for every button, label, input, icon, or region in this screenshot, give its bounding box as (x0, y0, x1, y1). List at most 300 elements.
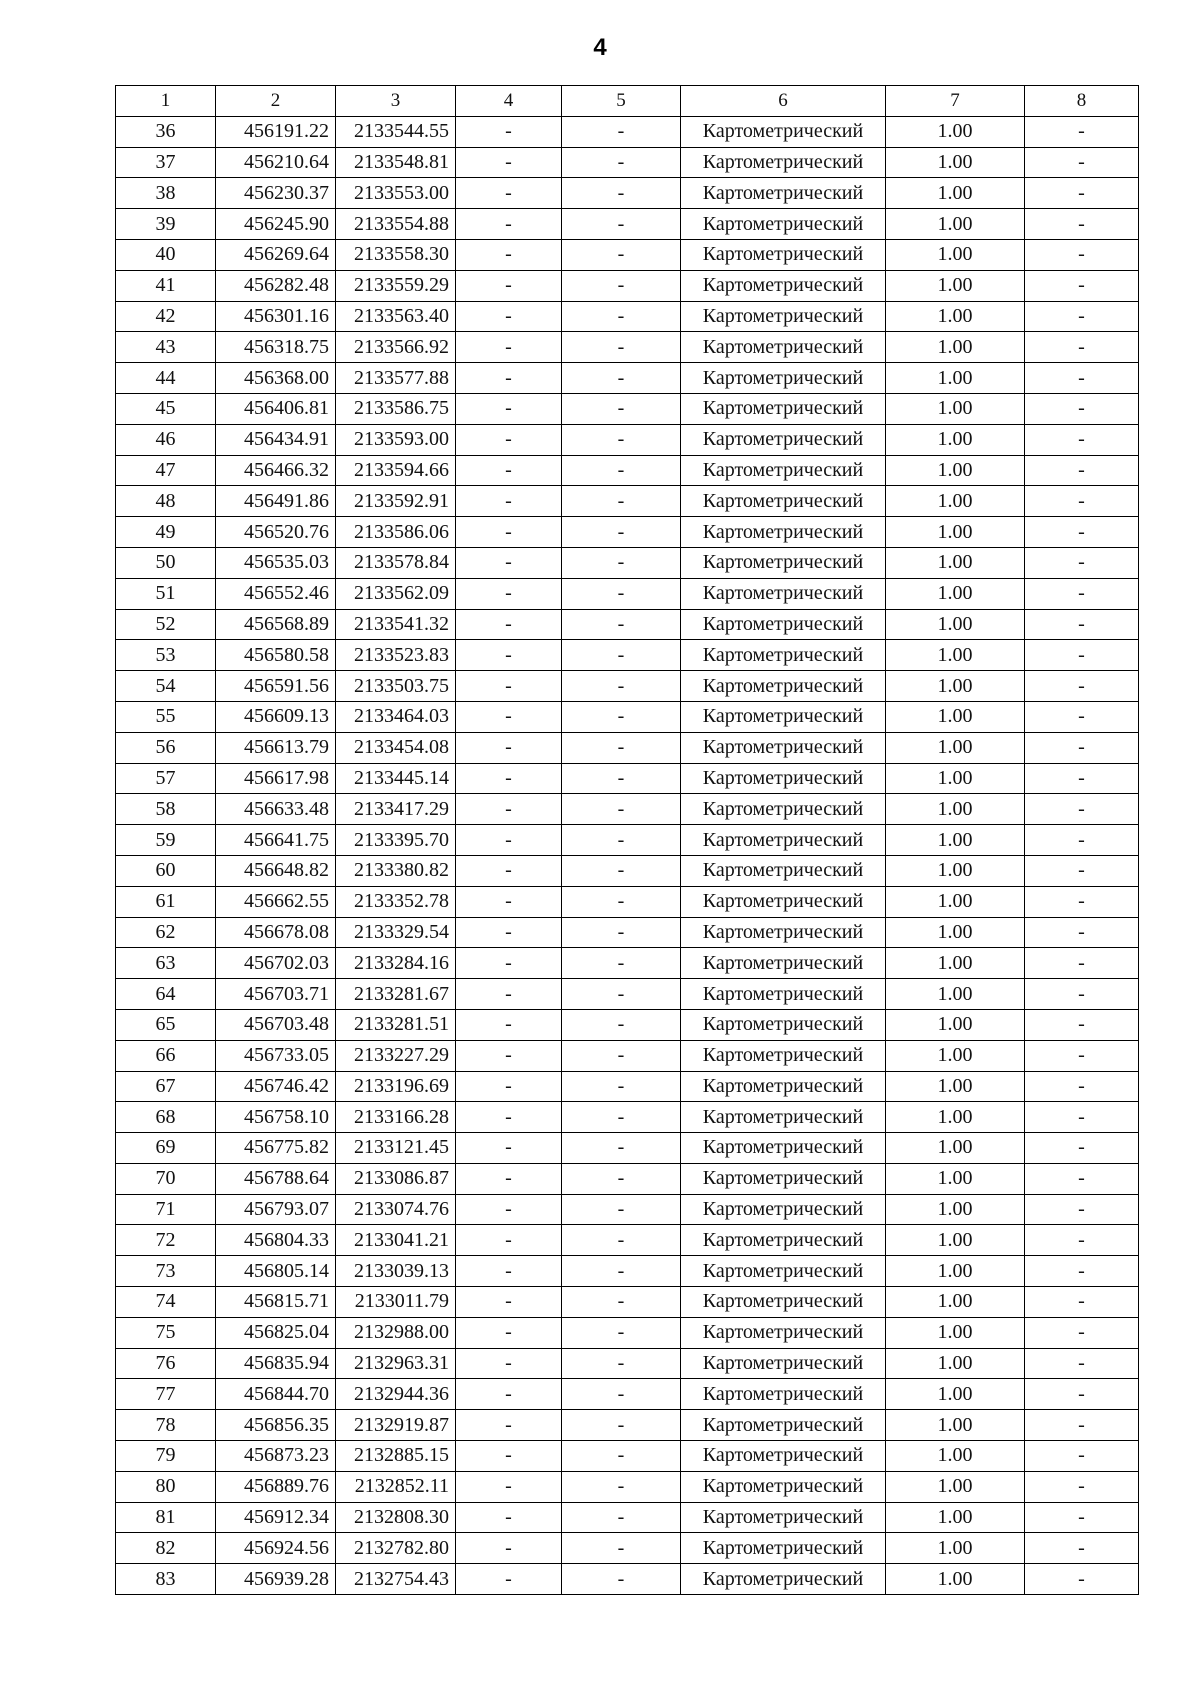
y-coordinate-cell: 2133541.32 (336, 609, 456, 640)
point-number-cell: 42 (116, 301, 216, 332)
method-cell: Картометрический (681, 455, 886, 486)
y-coordinate-cell: 2133284.16 (336, 948, 456, 979)
col-4-value-cell: - (456, 825, 562, 856)
point-number-cell: 74 (116, 1287, 216, 1318)
method-cell: Картометрический (681, 1564, 886, 1595)
accuracy-cell: 1.00 (886, 763, 1025, 794)
x-coordinate-cell: 456491.86 (216, 486, 336, 517)
method-cell: Картометрический (681, 794, 886, 825)
y-coordinate-cell: 2133544.55 (336, 116, 456, 147)
col-8-value-cell: - (1025, 825, 1139, 856)
accuracy-cell: 1.00 (886, 1502, 1025, 1533)
accuracy-cell: 1.00 (886, 640, 1025, 671)
accuracy-cell: 1.00 (886, 1194, 1025, 1225)
col-5-value-cell: - (562, 486, 681, 517)
method-cell: Картометрический (681, 1471, 886, 1502)
y-coordinate-cell: 2133594.66 (336, 455, 456, 486)
col-8-value-cell: - (1025, 979, 1139, 1010)
x-coordinate-cell: 456703.48 (216, 1009, 336, 1040)
accuracy-cell: 1.00 (886, 1256, 1025, 1287)
x-coordinate-cell: 456678.08 (216, 917, 336, 948)
point-number-cell: 38 (116, 178, 216, 209)
col-4-value-cell: - (456, 1287, 562, 1318)
col-5-value-cell: - (562, 609, 681, 640)
method-cell: Картометрический (681, 517, 886, 548)
point-number-cell: 39 (116, 209, 216, 240)
table-body (116, 116, 1139, 1594)
accuracy-cell: 1.00 (886, 116, 1025, 147)
point-number-cell: 71 (116, 1194, 216, 1225)
col-4-value-cell: - (456, 1256, 562, 1287)
col-8-value-cell: - (1025, 1317, 1139, 1348)
method-cell: Картометрический (681, 1256, 886, 1287)
y-coordinate-cell: 2133464.03 (336, 701, 456, 732)
x-coordinate-cell: 456282.48 (216, 270, 336, 301)
accuracy-cell: 1.00 (886, 363, 1025, 394)
accuracy-cell: 1.00 (886, 578, 1025, 609)
point-number-cell: 43 (116, 332, 216, 363)
method-cell: Картометрический (681, 948, 886, 979)
x-coordinate-cell: 456641.75 (216, 825, 336, 856)
x-coordinate-cell: 456939.28 (216, 1564, 336, 1595)
accuracy-cell: 1.00 (886, 609, 1025, 640)
table-row (116, 578, 1139, 609)
accuracy-cell: 1.00 (886, 1471, 1025, 1502)
col-8-value-cell: - (1025, 1564, 1139, 1595)
col-4-value-cell: - (456, 763, 562, 794)
x-coordinate-cell: 456230.37 (216, 178, 336, 209)
accuracy-cell: 1.00 (886, 1564, 1025, 1595)
col-5-value-cell: - (562, 424, 681, 455)
col-5-value-cell: - (562, 1379, 681, 1410)
col-4-value-cell: - (456, 116, 562, 147)
point-number-cell: 55 (116, 701, 216, 732)
accuracy-cell: 1.00 (886, 147, 1025, 178)
table-row (116, 732, 1139, 763)
accuracy-cell: 1.00 (886, 886, 1025, 917)
method-cell: Картометрический (681, 825, 886, 856)
col-8-value-cell: - (1025, 547, 1139, 578)
point-number-cell: 57 (116, 763, 216, 794)
col-8-value-cell: - (1025, 1102, 1139, 1133)
table-row (116, 393, 1139, 424)
table-row (116, 917, 1139, 948)
accuracy-cell: 1.00 (886, 209, 1025, 240)
x-coordinate-cell: 456856.35 (216, 1410, 336, 1441)
col-8-value-cell: - (1025, 1348, 1139, 1379)
col-5-value-cell: - (562, 1410, 681, 1441)
x-coordinate-cell: 456733.05 (216, 1040, 336, 1071)
y-coordinate-cell: 2133562.09 (336, 578, 456, 609)
method-cell: Картометрический (681, 116, 886, 147)
point-number-cell: 80 (116, 1471, 216, 1502)
x-coordinate-cell: 456805.14 (216, 1256, 336, 1287)
table-row (116, 886, 1139, 917)
col-8-value-cell: - (1025, 424, 1139, 455)
col-8-value-cell: - (1025, 301, 1139, 332)
table-row (116, 517, 1139, 548)
table-row (116, 794, 1139, 825)
point-number-cell: 77 (116, 1379, 216, 1410)
table-row (116, 948, 1139, 979)
y-coordinate-cell: 2133039.13 (336, 1256, 456, 1287)
point-number-cell: 36 (116, 116, 216, 147)
col-5-value-cell: - (562, 547, 681, 578)
col-5-value-cell: - (562, 116, 681, 147)
y-coordinate-cell: 2133563.40 (336, 301, 456, 332)
method-cell: Картометрический (681, 1133, 886, 1164)
y-coordinate-cell: 2133586.06 (336, 517, 456, 548)
table-row (116, 270, 1139, 301)
x-coordinate-cell: 456301.16 (216, 301, 336, 332)
accuracy-cell: 1.00 (886, 917, 1025, 948)
point-number-cell: 46 (116, 424, 216, 455)
point-number-cell: 70 (116, 1163, 216, 1194)
method-cell: Картометрический (681, 609, 886, 640)
col-5-value-cell: - (562, 147, 681, 178)
col-8-value-cell: - (1025, 486, 1139, 517)
point-number-cell: 50 (116, 547, 216, 578)
method-cell: Картометрический (681, 1163, 886, 1194)
col-5-value-cell: - (562, 1533, 681, 1564)
x-coordinate-cell: 456804.33 (216, 1225, 336, 1256)
table-row (116, 332, 1139, 363)
col-4-value-cell: - (456, 640, 562, 671)
col-4-value-cell: - (456, 1133, 562, 1164)
col-8-value-cell: - (1025, 701, 1139, 732)
x-coordinate-cell: 456775.82 (216, 1133, 336, 1164)
col-5-value-cell: - (562, 1287, 681, 1318)
accuracy-cell: 1.00 (886, 301, 1025, 332)
point-number-cell: 49 (116, 517, 216, 548)
column-header: 5 (562, 86, 681, 117)
method-cell: Картометрический (681, 486, 886, 517)
point-number-cell: 54 (116, 671, 216, 702)
table-row (116, 1163, 1139, 1194)
table-row (116, 701, 1139, 732)
col-4-value-cell: - (456, 886, 562, 917)
y-coordinate-cell: 2133074.76 (336, 1194, 456, 1225)
x-coordinate-cell: 456825.04 (216, 1317, 336, 1348)
col-5-value-cell: - (562, 1194, 681, 1225)
table-row (116, 1256, 1139, 1287)
accuracy-cell: 1.00 (886, 1379, 1025, 1410)
point-number-cell: 66 (116, 1040, 216, 1071)
y-coordinate-cell: 2133592.91 (336, 486, 456, 517)
accuracy-cell: 1.00 (886, 794, 1025, 825)
method-cell: Картометрический (681, 332, 886, 363)
accuracy-cell: 1.00 (886, 1009, 1025, 1040)
table-row (116, 763, 1139, 794)
table-row (116, 1502, 1139, 1533)
y-coordinate-cell: 2132919.87 (336, 1410, 456, 1441)
y-coordinate-cell: 2132852.11 (336, 1471, 456, 1502)
col-4-value-cell: - (456, 301, 562, 332)
y-coordinate-cell: 2133281.51 (336, 1009, 456, 1040)
y-coordinate-cell: 2133586.75 (336, 393, 456, 424)
accuracy-cell: 1.00 (886, 948, 1025, 979)
col-8-value-cell: - (1025, 609, 1139, 640)
y-coordinate-cell: 2133395.70 (336, 825, 456, 856)
point-number-cell: 41 (116, 270, 216, 301)
method-cell: Картометрический (681, 578, 886, 609)
y-coordinate-cell: 2133558.30 (336, 239, 456, 270)
method-cell: Картометрический (681, 424, 886, 455)
point-number-cell: 79 (116, 1441, 216, 1472)
point-number-cell: 73 (116, 1256, 216, 1287)
col-8-value-cell: - (1025, 855, 1139, 886)
method-cell: Картометрический (681, 1102, 886, 1133)
point-number-cell: 59 (116, 825, 216, 856)
point-number-cell: 37 (116, 147, 216, 178)
col-4-value-cell: - (456, 1102, 562, 1133)
col-4-value-cell: - (456, 363, 562, 394)
point-number-cell: 44 (116, 363, 216, 394)
table-row (116, 147, 1139, 178)
method-cell: Картометрический (681, 547, 886, 578)
method-cell: Картометрический (681, 1287, 886, 1318)
x-coordinate-cell: 456210.64 (216, 147, 336, 178)
y-coordinate-cell: 2133121.45 (336, 1133, 456, 1164)
col-8-value-cell: - (1025, 1009, 1139, 1040)
method-cell: Картометрический (681, 917, 886, 948)
col-8-value-cell: - (1025, 270, 1139, 301)
x-coordinate-cell: 456617.98 (216, 763, 336, 794)
table-row (116, 1071, 1139, 1102)
point-number-cell: 52 (116, 609, 216, 640)
col-8-value-cell: - (1025, 178, 1139, 209)
y-coordinate-cell: 2133593.00 (336, 424, 456, 455)
column-header: 8 (1025, 86, 1139, 117)
column-header: 2 (216, 86, 336, 117)
col-5-value-cell: - (562, 1009, 681, 1040)
col-8-value-cell: - (1025, 640, 1139, 671)
table-row (116, 1379, 1139, 1410)
col-4-value-cell: - (456, 1348, 562, 1379)
y-coordinate-cell: 2133553.00 (336, 178, 456, 209)
col-4-value-cell: - (456, 732, 562, 763)
point-number-cell: 40 (116, 239, 216, 270)
method-cell: Картометрический (681, 886, 886, 917)
col-4-value-cell: - (456, 1194, 562, 1225)
point-number-cell: 76 (116, 1348, 216, 1379)
col-4-value-cell: - (456, 794, 562, 825)
y-coordinate-cell: 2133548.81 (336, 147, 456, 178)
table-row (116, 1348, 1139, 1379)
col-4-value-cell: - (456, 855, 562, 886)
accuracy-cell: 1.00 (886, 1287, 1025, 1318)
col-4-value-cell: - (456, 1071, 562, 1102)
method-cell: Картометрический (681, 1441, 886, 1472)
coordinates-table (115, 85, 1139, 1595)
y-coordinate-cell: 2133011.79 (336, 1287, 456, 1318)
accuracy-cell: 1.00 (886, 855, 1025, 886)
col-5-value-cell: - (562, 1564, 681, 1595)
col-5-value-cell: - (562, 455, 681, 486)
col-8-value-cell: - (1025, 393, 1139, 424)
method-cell: Картометрический (681, 1040, 886, 1071)
col-5-value-cell: - (562, 301, 681, 332)
accuracy-cell: 1.00 (886, 486, 1025, 517)
x-coordinate-cell: 456702.03 (216, 948, 336, 979)
method-cell: Картометрический (681, 701, 886, 732)
x-coordinate-cell: 456815.71 (216, 1287, 336, 1318)
y-coordinate-cell: 2132782.80 (336, 1533, 456, 1564)
x-coordinate-cell: 456758.10 (216, 1102, 336, 1133)
x-coordinate-cell: 456746.42 (216, 1071, 336, 1102)
column-header: 6 (681, 86, 886, 117)
table-row (116, 1009, 1139, 1040)
col-8-value-cell: - (1025, 1256, 1139, 1287)
x-coordinate-cell: 456568.89 (216, 609, 336, 640)
y-coordinate-cell: 2133281.67 (336, 979, 456, 1010)
x-coordinate-cell: 456648.82 (216, 855, 336, 886)
col-4-value-cell: - (456, 578, 562, 609)
point-number-cell: 60 (116, 855, 216, 886)
col-5-value-cell: - (562, 1225, 681, 1256)
method-cell: Картометрический (681, 979, 886, 1010)
col-4-value-cell: - (456, 424, 562, 455)
x-coordinate-cell: 456873.23 (216, 1441, 336, 1472)
col-5-value-cell: - (562, 1471, 681, 1502)
table-row (116, 209, 1139, 240)
x-coordinate-cell: 456889.76 (216, 1471, 336, 1502)
column-header: 1 (116, 86, 216, 117)
col-5-value-cell: - (562, 917, 681, 948)
y-coordinate-cell: 2133554.88 (336, 209, 456, 240)
y-coordinate-cell: 2133227.29 (336, 1040, 456, 1071)
method-cell: Картометрический (681, 147, 886, 178)
method-cell: Картометрический (681, 1194, 886, 1225)
method-cell: Картометрический (681, 393, 886, 424)
y-coordinate-cell: 2133566.92 (336, 332, 456, 363)
col-8-value-cell: - (1025, 239, 1139, 270)
col-4-value-cell: - (456, 147, 562, 178)
method-cell: Картометрический (681, 239, 886, 270)
col-5-value-cell: - (562, 270, 681, 301)
col-4-value-cell: - (456, 1317, 562, 1348)
method-cell: Картометрический (681, 1071, 886, 1102)
table-row (116, 1471, 1139, 1502)
col-8-value-cell: - (1025, 671, 1139, 702)
table-row (116, 455, 1139, 486)
accuracy-cell: 1.00 (886, 1133, 1025, 1164)
method-cell: Картометрический (681, 270, 886, 301)
table-row (116, 486, 1139, 517)
col-8-value-cell: - (1025, 1194, 1139, 1225)
point-number-cell: 58 (116, 794, 216, 825)
x-coordinate-cell: 456924.56 (216, 1533, 336, 1564)
col-8-value-cell: - (1025, 209, 1139, 240)
table-row (116, 609, 1139, 640)
y-coordinate-cell: 2133352.78 (336, 886, 456, 917)
col-5-value-cell: - (562, 578, 681, 609)
col-8-value-cell: - (1025, 578, 1139, 609)
col-5-value-cell: - (562, 979, 681, 1010)
accuracy-cell: 1.00 (886, 424, 1025, 455)
col-4-value-cell: - (456, 1040, 562, 1071)
point-number-cell: 61 (116, 886, 216, 917)
x-coordinate-cell: 456318.75 (216, 332, 336, 363)
table-row (116, 825, 1139, 856)
method-cell: Картометрический (681, 1533, 886, 1564)
col-5-value-cell: - (562, 178, 681, 209)
method-cell: Картометрический (681, 640, 886, 671)
col-5-value-cell: - (562, 1317, 681, 1348)
point-number-cell: 78 (116, 1410, 216, 1441)
accuracy-cell: 1.00 (886, 239, 1025, 270)
y-coordinate-cell: 2132944.36 (336, 1379, 456, 1410)
col-4-value-cell: - (456, 178, 562, 209)
y-coordinate-cell: 2133559.29 (336, 270, 456, 301)
col-4-value-cell: - (456, 701, 562, 732)
accuracy-cell: 1.00 (886, 393, 1025, 424)
col-5-value-cell: - (562, 1102, 681, 1133)
col-4-value-cell: - (456, 948, 562, 979)
y-coordinate-cell: 2133166.28 (336, 1102, 456, 1133)
method-cell: Картометрический (681, 1009, 886, 1040)
method-cell: Картометрический (681, 1379, 886, 1410)
col-5-value-cell: - (562, 763, 681, 794)
col-5-value-cell: - (562, 855, 681, 886)
point-number-cell: 67 (116, 1071, 216, 1102)
point-number-cell: 45 (116, 393, 216, 424)
y-coordinate-cell: 2133503.75 (336, 671, 456, 702)
col-8-value-cell: - (1025, 1410, 1139, 1441)
col-4-value-cell: - (456, 239, 562, 270)
col-4-value-cell: - (456, 671, 562, 702)
col-4-value-cell: - (456, 517, 562, 548)
col-8-value-cell: - (1025, 1225, 1139, 1256)
table-row (116, 1441, 1139, 1472)
accuracy-cell: 1.00 (886, 1441, 1025, 1472)
method-cell: Картометрический (681, 301, 886, 332)
y-coordinate-cell: 2133380.82 (336, 855, 456, 886)
x-coordinate-cell: 456191.22 (216, 116, 336, 147)
x-coordinate-cell: 456520.76 (216, 517, 336, 548)
column-header: 4 (456, 86, 562, 117)
method-cell: Картометрический (681, 1348, 886, 1379)
col-5-value-cell: - (562, 1256, 681, 1287)
method-cell: Картометрический (681, 363, 886, 394)
col-4-value-cell: - (456, 332, 562, 363)
col-4-value-cell: - (456, 1163, 562, 1194)
accuracy-cell: 1.00 (886, 547, 1025, 578)
x-coordinate-cell: 456552.46 (216, 578, 336, 609)
accuracy-cell: 1.00 (886, 1071, 1025, 1102)
col-5-value-cell: - (562, 948, 681, 979)
accuracy-cell: 1.00 (886, 1317, 1025, 1348)
method-cell: Картометрический (681, 732, 886, 763)
accuracy-cell: 1.00 (886, 1040, 1025, 1071)
x-coordinate-cell: 456406.81 (216, 393, 336, 424)
table-row (116, 424, 1139, 455)
table-row (116, 1194, 1139, 1225)
y-coordinate-cell: 2132754.43 (336, 1564, 456, 1595)
table-row (116, 301, 1139, 332)
point-number-cell: 63 (116, 948, 216, 979)
method-cell: Картометрический (681, 1317, 886, 1348)
y-coordinate-cell: 2133445.14 (336, 763, 456, 794)
y-coordinate-cell: 2133329.54 (336, 917, 456, 948)
col-4-value-cell: - (456, 486, 562, 517)
y-coordinate-cell: 2132885.15 (336, 1441, 456, 1472)
x-coordinate-cell: 456788.64 (216, 1163, 336, 1194)
point-number-cell: 51 (116, 578, 216, 609)
table-row (116, 116, 1139, 147)
col-4-value-cell: - (456, 1471, 562, 1502)
col-5-value-cell: - (562, 1133, 681, 1164)
